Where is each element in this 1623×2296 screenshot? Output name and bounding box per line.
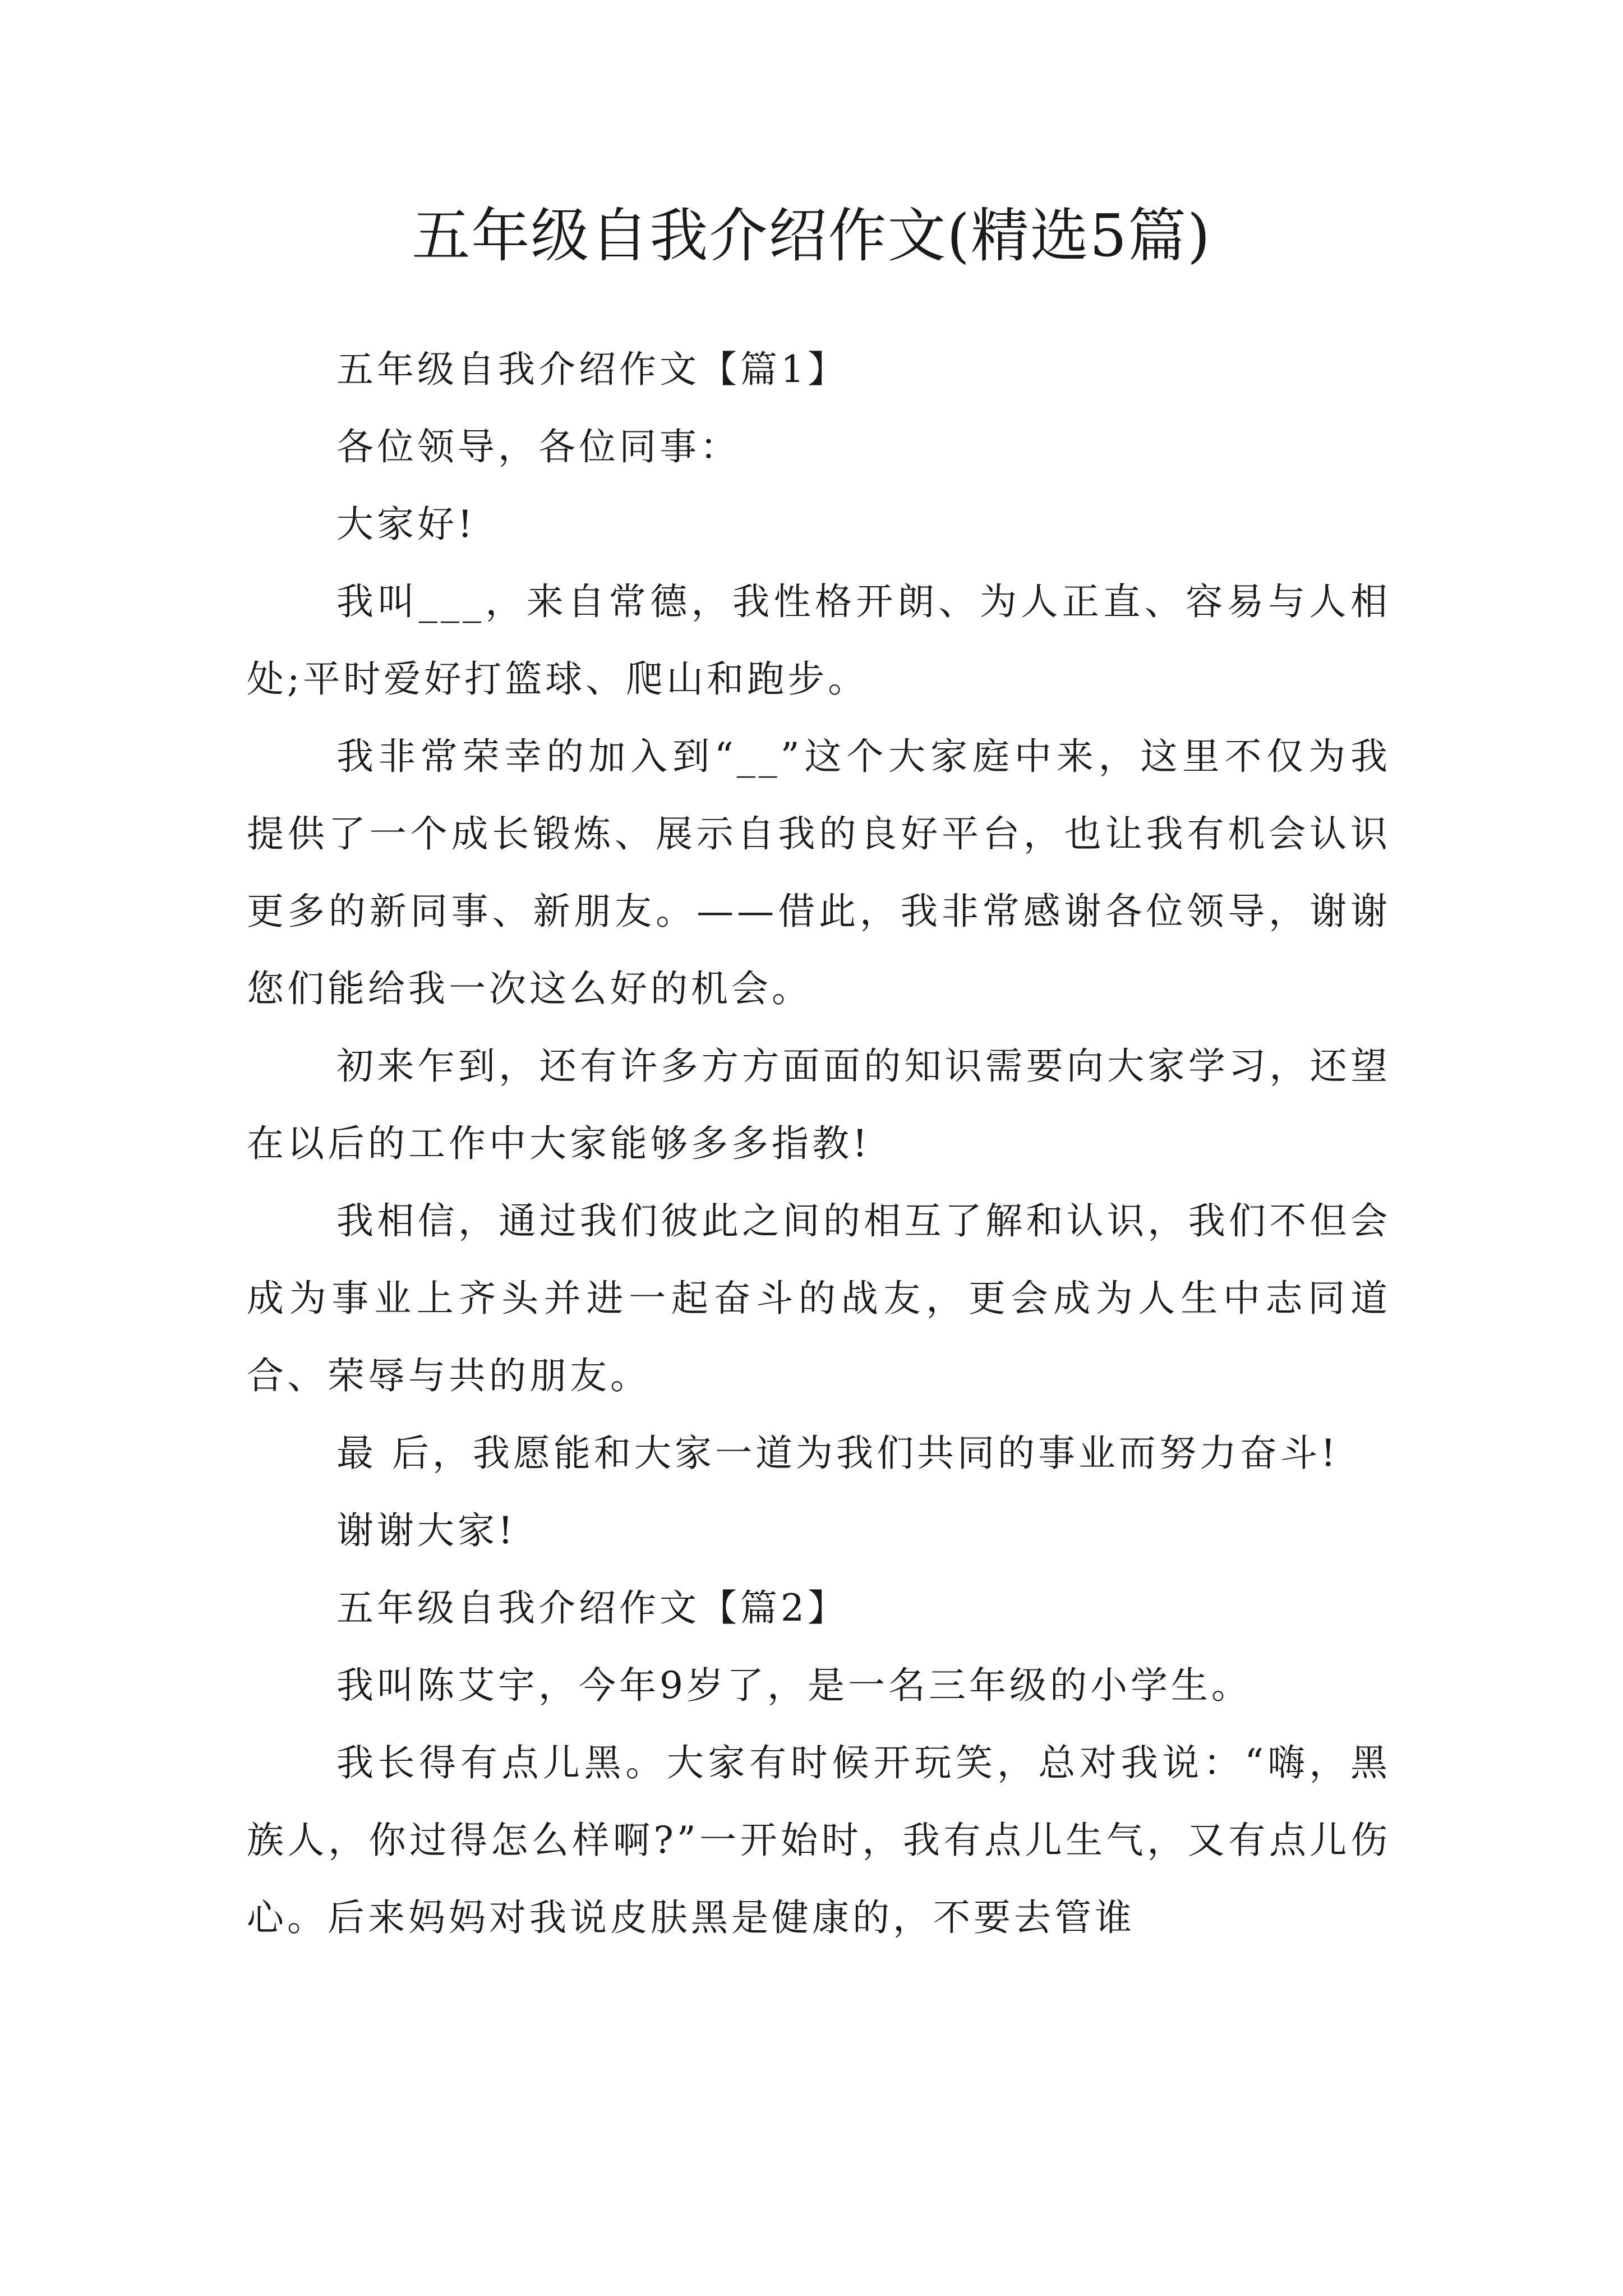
paragraph-name-age: 我叫陈艾宇，今年9岁了，是一名三年级的小学生。 bbox=[336, 1664, 1252, 1707]
paragraph-salutation: 各位领导，各位同事： bbox=[336, 425, 740, 468]
paragraph-joining: 我非常荣幸的加入到“__”这个大家庭中来，这里不仅为我提供了一个成长锻炼、展示自我的良好平台，也让我有机会认识更多的新同事、新朋友。——借此，我非常感谢各位领导，谢谢您们能给我一次这么好的机会。 bbox=[247, 735, 1391, 1010]
paragraph-belief: 我相信，通过我们彼此之间的相互了解和认识，我们不但会成为事业上齐头并进一起奋斗的战友，更会成为人生中志同道合、荣辱与共的朋友。 bbox=[247, 1199, 1391, 1397]
paragraph-intro: 我叫___，来自常德，我性格开朗、为人正直、容易与人相处;平时爱好打篮球、爬山和跑步。 bbox=[247, 580, 1391, 701]
paragraph-appearance: 我长得有点儿黑。大家有时候开玩笑，总对我说：“嗨，黑族人，你过得怎么样啊?”一开始时，我有点儿生气，又有点儿伤心。后来妈妈对我说皮肤黑是健康的，不要去管谁 bbox=[247, 1741, 1391, 1939]
section-heading-1: 五年级自我介绍作文【篇1】 bbox=[336, 348, 848, 391]
paragraph-learning: 初来乍到，还有许多方方面面的知识需要向大家学习，还望在以后的工作中大家能够多多指教! bbox=[247, 1045, 1391, 1165]
document-title: 五年级自我介绍作文(精选5篇) bbox=[412, 201, 1211, 270]
document-body bbox=[247, 331, 1391, 1957]
paragraph-thanks: 谢谢大家! bbox=[336, 1509, 517, 1552]
paragraph-closing: 最 后，我愿能和大家一道为我们共同的事业而努力奋斗! bbox=[336, 1432, 1339, 1475]
paragraph-greeting: 大家好! bbox=[336, 503, 476, 546]
section-heading-2: 五年级自我介绍作文【篇2】 bbox=[336, 1586, 848, 1630]
